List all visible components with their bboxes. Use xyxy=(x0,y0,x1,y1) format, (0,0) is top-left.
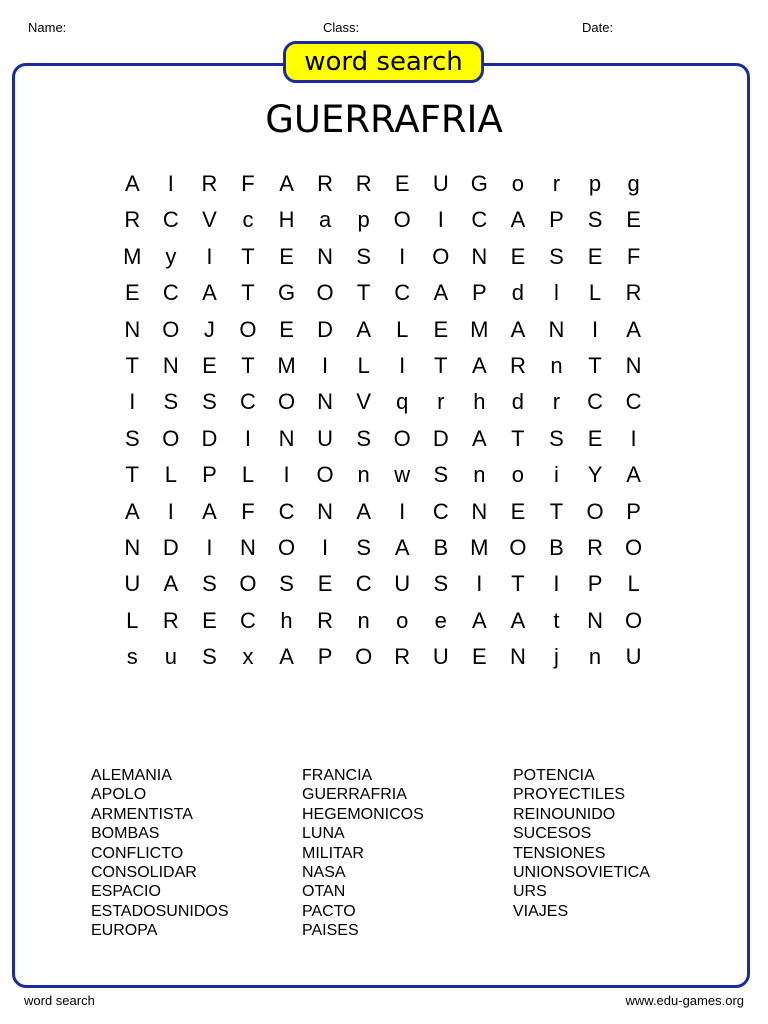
grid-letter[interactable]: S xyxy=(202,644,217,670)
grid-letter[interactable]: I xyxy=(399,352,406,378)
grid-letter[interactable]: E xyxy=(433,316,449,342)
grid-letter[interactable]: c xyxy=(242,207,254,233)
grid-letter[interactable]: I xyxy=(283,462,290,488)
grid-letter[interactable]: n xyxy=(473,462,486,488)
grid-letter[interactable]: T xyxy=(511,425,525,451)
grid-letter[interactable]: T xyxy=(588,352,602,378)
grid-letter[interactable]: L xyxy=(126,607,139,633)
grid-letter[interactable]: O xyxy=(625,534,643,560)
grid-letter[interactable]: D xyxy=(317,316,334,342)
grid-letter[interactable]: U xyxy=(625,644,642,670)
grid-letter[interactable]: L xyxy=(241,462,255,488)
grid-row xyxy=(113,202,653,238)
grid-letter[interactable]: F xyxy=(626,243,641,269)
grid-letter[interactable]: A xyxy=(510,316,526,342)
word-item: PROYECTILES xyxy=(513,786,626,804)
grid-letter[interactable]: A xyxy=(124,498,140,524)
grid-letter[interactable]: o xyxy=(511,171,525,196)
grid-letter[interactable]: U xyxy=(432,171,449,196)
word-item: VIAJES xyxy=(513,902,569,920)
grid-letter[interactable]: N xyxy=(278,425,295,451)
grid-letter[interactable]: I xyxy=(206,534,213,560)
grid-letter[interactable]: A xyxy=(163,571,179,597)
grid-letter[interactable]: T xyxy=(241,280,255,306)
grid-letter[interactable]: E xyxy=(394,171,410,196)
grid-letter[interactable]: S xyxy=(549,243,564,269)
footer-left-text: word search xyxy=(24,993,95,1008)
grid-letter[interactable]: C xyxy=(240,607,256,633)
grid-letter[interactable]: O xyxy=(277,389,296,415)
grid-letter[interactable]: O xyxy=(509,534,527,560)
grid-letter[interactable]: A xyxy=(472,425,487,451)
grid-letter[interactable]: y xyxy=(165,243,177,269)
word-list-column-1 xyxy=(91,766,229,941)
class-label: Class: xyxy=(323,20,360,35)
grid-row xyxy=(113,639,653,675)
grid-letter[interactable]: I xyxy=(553,571,560,597)
grid-letter[interactable]: O xyxy=(432,243,450,269)
grid-letter[interactable]: O xyxy=(393,425,411,451)
grid-letter[interactable]: F xyxy=(241,498,255,524)
word-item: EUROPA xyxy=(91,922,158,940)
grid-row xyxy=(113,348,653,384)
grid-letter[interactable]: R xyxy=(587,534,603,560)
grid-letter[interactable]: I xyxy=(437,207,444,233)
name-label: Name: xyxy=(28,20,67,35)
grid-row xyxy=(113,166,653,202)
grid-letter[interactable]: H xyxy=(278,207,295,233)
grid-letter[interactable]: A xyxy=(279,644,294,670)
grid-letter[interactable]: R xyxy=(317,607,334,633)
grid-letter[interactable]: E xyxy=(279,243,294,269)
grid-letter[interactable]: C xyxy=(587,389,603,415)
word-item: APOLO xyxy=(91,786,147,804)
grid-letter[interactable]: A xyxy=(279,171,294,196)
grid-letter[interactable]: C xyxy=(278,498,295,524)
grid-letter[interactable]: N xyxy=(548,316,565,342)
word-item: POTENCIA xyxy=(513,767,595,784)
grid-letter[interactable]: S xyxy=(433,571,449,597)
grid-letter[interactable]: A xyxy=(124,171,140,196)
grid-letter[interactable]: E xyxy=(510,243,526,269)
grid-letter[interactable]: q xyxy=(396,389,409,415)
grid-letter[interactable]: O xyxy=(239,571,257,597)
grid-letter[interactable]: O xyxy=(316,280,334,306)
grid-letter[interactable]: O xyxy=(239,316,257,342)
grid-letter[interactable]: x xyxy=(242,644,254,670)
grid-letter[interactable]: E xyxy=(317,571,333,597)
grid-letter[interactable]: N xyxy=(509,644,526,670)
word-list-column-3 xyxy=(513,766,650,921)
grid-letter[interactable]: l xyxy=(554,280,559,306)
grid-row xyxy=(113,494,653,530)
letter-grid xyxy=(113,166,653,675)
grid-letter[interactable]: O xyxy=(162,316,180,342)
grid-letter[interactable]: O xyxy=(162,425,180,451)
grid-letter[interactable]: T xyxy=(356,280,371,306)
grid-letter[interactable]: E xyxy=(587,243,603,269)
grid-letter[interactable]: G xyxy=(470,171,488,196)
grid-row xyxy=(113,603,653,639)
grid-letter[interactable]: T xyxy=(241,352,255,378)
grid-letter[interactable]: R xyxy=(201,171,218,196)
grid-letter[interactable]: R xyxy=(162,607,179,633)
grid-letter[interactable]: S xyxy=(356,425,371,451)
grid-letter[interactable]: N xyxy=(317,498,334,524)
grid-letter[interactable]: o xyxy=(396,607,409,633)
word-item: OTAN xyxy=(302,883,346,901)
grid-letter[interactable]: s xyxy=(126,644,138,670)
grid-letter[interactable]: R xyxy=(625,280,642,306)
grid-letter[interactable]: O xyxy=(625,607,643,633)
grid-row xyxy=(113,312,653,348)
grid-letter[interactable]: J xyxy=(203,316,215,342)
grid-letter[interactable]: t xyxy=(553,607,560,633)
grid-letter[interactable]: E xyxy=(472,644,487,670)
grid-letter[interactable]: S xyxy=(587,207,603,233)
grid-letter[interactable]: S xyxy=(433,462,449,488)
grid-letter[interactable]: I xyxy=(591,316,599,342)
grid-letter[interactable]: n xyxy=(550,352,563,378)
grid-letter[interactable]: I xyxy=(476,571,483,597)
grid-letter[interactable]: M xyxy=(470,316,489,342)
word-item: ESPACIO xyxy=(91,883,161,901)
word-list-column-2 xyxy=(302,766,424,941)
grid-letter[interactable]: N xyxy=(587,607,603,633)
grid-letter[interactable]: T xyxy=(241,243,255,269)
grid-letter[interactable]: C xyxy=(394,280,411,306)
grid-letter[interactable]: r xyxy=(437,389,445,415)
grid-letter[interactable]: h xyxy=(473,389,486,415)
grid-letter[interactable]: D xyxy=(432,425,449,451)
grid-letter[interactable]: A xyxy=(356,498,371,524)
grid-letter[interactable]: o xyxy=(511,462,525,488)
grid-letter[interactable]: D xyxy=(162,534,179,560)
grid-letter[interactable]: P xyxy=(472,280,487,306)
grid-row xyxy=(113,530,653,566)
grid-letter[interactable]: E xyxy=(587,425,603,451)
grid-letter[interactable]: D xyxy=(201,425,218,451)
word-item: ESTADOSUNIDOS xyxy=(91,902,229,920)
grid-letter[interactable]: d xyxy=(511,389,525,415)
grid-letter[interactable]: U xyxy=(394,571,411,597)
word-item: UNIONSOVIETICA xyxy=(513,864,650,882)
grid-letter[interactable]: I xyxy=(167,498,174,524)
grid-letter[interactable]: S xyxy=(124,425,140,451)
grid-letter[interactable]: r xyxy=(552,389,561,415)
word-item: NASA xyxy=(302,864,346,882)
grid-letter[interactable]: A xyxy=(626,316,641,342)
grid-letter[interactable]: M xyxy=(123,243,142,269)
word-item: PAISES xyxy=(302,922,359,940)
grid-letter[interactable]: G xyxy=(277,280,296,306)
grid-letter[interactable]: A xyxy=(626,462,641,488)
grid-letter[interactable]: I xyxy=(206,243,213,269)
grid-row xyxy=(113,275,653,311)
grid-letter[interactable]: I xyxy=(129,389,136,415)
puzzle-title: GUERRAFRIA xyxy=(265,98,503,141)
grid-letter[interactable]: d xyxy=(511,280,525,306)
grid-letter[interactable]: E xyxy=(626,207,641,233)
grid-letter[interactable]: R xyxy=(394,644,411,670)
grid-letter[interactable]: O xyxy=(277,534,296,560)
grid-row xyxy=(113,566,653,602)
grid-letter[interactable]: C xyxy=(240,389,256,415)
grid-letter[interactable]: O xyxy=(355,644,373,670)
grid-letter[interactable]: P xyxy=(626,498,641,524)
grid-letter[interactable]: P xyxy=(317,644,333,670)
grid-letter[interactable]: E xyxy=(202,607,217,633)
word-item: TENSIONES xyxy=(513,844,606,862)
grid-letter[interactable]: L xyxy=(396,316,409,342)
grid-row xyxy=(113,239,653,275)
grid-letter[interactable]: E xyxy=(279,316,294,342)
grid-letter[interactable]: E xyxy=(202,352,217,378)
grid-letter[interactable]: U xyxy=(432,644,449,670)
grid-letter[interactable]: S xyxy=(356,534,371,560)
grid-letter[interactable]: R xyxy=(509,352,526,378)
grid-letter[interactable]: r xyxy=(552,171,561,196)
grid-letter[interactable]: U xyxy=(317,425,334,451)
grid-letter[interactable]: A xyxy=(394,534,410,560)
grid-letter[interactable]: L xyxy=(357,352,370,378)
grid-letter[interactable]: N xyxy=(162,352,179,378)
grid-letter[interactable]: U xyxy=(124,571,141,597)
grid-letter[interactable]: N xyxy=(124,316,141,342)
grid-letter[interactable]: C xyxy=(162,280,179,306)
grid-letter[interactable]: F xyxy=(241,171,255,196)
word-item: CONFLICTO xyxy=(91,844,184,862)
grid-letter[interactable]: C xyxy=(471,207,488,233)
grid-letter[interactable]: N xyxy=(240,534,256,560)
grid-letter[interactable]: N xyxy=(471,243,488,269)
grid-letter[interactable]: M xyxy=(470,534,489,560)
grid-letter[interactable]: I xyxy=(167,171,174,196)
word-item: CONSOLIDAR xyxy=(91,864,197,882)
grid-letter[interactable]: T xyxy=(125,462,139,488)
grid-letter[interactable]: B xyxy=(433,534,449,560)
word-item: HEGEMONICOS xyxy=(302,805,424,823)
grid-letter[interactable]: e xyxy=(434,607,447,633)
grid-letter[interactable]: E xyxy=(124,280,140,306)
grid-letter[interactable]: S xyxy=(549,425,564,451)
word-search-badge: word search xyxy=(283,41,484,83)
grid-row xyxy=(113,421,653,457)
word-item: SUCESOS xyxy=(513,825,592,843)
grid-letter[interactable]: P xyxy=(587,571,603,597)
word-item: PACTO xyxy=(302,902,356,920)
grid-letter[interactable]: C xyxy=(432,498,449,524)
word-item: FRANCIA xyxy=(302,767,373,784)
grid-letter[interactable]: A xyxy=(472,352,487,378)
grid-letter[interactable]: n xyxy=(357,462,370,488)
grid-letter[interactable]: n xyxy=(357,607,370,633)
footer-website: www.edu-games.org xyxy=(625,993,744,1008)
grid-letter[interactable]: I xyxy=(322,534,329,560)
grid-letter[interactable]: N xyxy=(124,534,141,560)
grid-letter[interactable]: N xyxy=(471,498,488,524)
grid-letter[interactable]: S xyxy=(356,243,371,269)
grid-letter[interactable]: O xyxy=(586,498,604,524)
grid-letter[interactable]: L xyxy=(588,280,602,306)
grid-letter[interactable]: A xyxy=(433,280,449,306)
grid-row xyxy=(113,457,653,493)
grid-letter[interactable]: R xyxy=(355,171,372,196)
grid-letter[interactable]: T xyxy=(125,352,139,378)
grid-letter[interactable]: O xyxy=(316,462,334,488)
word-item: REINOUNIDO xyxy=(513,805,616,823)
grid-letter[interactable]: S xyxy=(163,389,179,415)
date-label: Date: xyxy=(582,20,614,35)
grid-letter[interactable]: w xyxy=(394,462,411,488)
grid-letter[interactable]: N xyxy=(317,243,334,269)
grid-letter[interactable]: h xyxy=(280,607,293,633)
grid-letter[interactable]: A xyxy=(356,316,371,342)
word-item: ALEMANIA xyxy=(91,767,172,784)
grid-letter[interactable]: i xyxy=(554,462,559,488)
grid-letter[interactable]: M xyxy=(277,352,296,378)
grid-row xyxy=(113,384,653,420)
grid-letter[interactable]: S xyxy=(202,389,217,415)
grid-letter[interactable]: O xyxy=(393,207,411,233)
grid-letter[interactable]: A xyxy=(510,207,526,233)
grid-letter[interactable]: A xyxy=(510,607,526,633)
grid-letter[interactable]: V xyxy=(356,389,371,415)
grid-letter[interactable]: I xyxy=(399,243,406,269)
grid-letter[interactable]: S xyxy=(202,571,217,597)
grid-letter[interactable]: a xyxy=(318,207,332,233)
word-item: URS xyxy=(513,883,547,901)
grid-letter[interactable]: n xyxy=(588,644,602,670)
grid-letter[interactable]: R xyxy=(317,171,334,196)
grid-letter[interactable]: T xyxy=(511,571,525,597)
grid-letter[interactable]: B xyxy=(549,534,564,560)
word-item: GUERRAFRIA xyxy=(302,786,407,804)
grid-letter[interactable]: P xyxy=(202,462,217,488)
grid-letter[interactable]: N xyxy=(317,389,334,415)
grid-letter[interactable]: S xyxy=(279,571,294,597)
grid-letter[interactable]: I xyxy=(244,425,252,451)
grid-letter[interactable]: L xyxy=(164,462,177,488)
grid-letter[interactable]: T xyxy=(434,352,448,378)
grid-letter[interactable]: L xyxy=(627,571,640,597)
word-item: MILITAR xyxy=(302,844,364,862)
grid-letter[interactable]: A xyxy=(472,607,487,633)
grid-letter[interactable]: A xyxy=(202,280,217,306)
grid-letter[interactable]: I xyxy=(322,352,329,378)
grid-letter[interactable]: E xyxy=(510,498,526,524)
grid-letter[interactable]: N xyxy=(625,352,642,378)
grid-letter[interactable]: V xyxy=(202,207,217,233)
word-item: BOMBAS xyxy=(91,825,160,843)
word-item: ARMENTISTA xyxy=(91,805,193,823)
grid-letter[interactable]: I xyxy=(630,425,637,451)
grid-letter[interactable]: C xyxy=(625,389,642,415)
grid-letter[interactable]: C xyxy=(355,571,372,597)
grid-letter[interactable]: I xyxy=(399,498,406,524)
grid-letter[interactable]: A xyxy=(202,498,217,524)
grid-letter[interactable]: P xyxy=(549,207,564,233)
grid-letter[interactable]: C xyxy=(162,207,179,233)
grid-letter[interactable]: T xyxy=(549,498,564,524)
grid-letter[interactable]: u xyxy=(164,644,177,670)
grid-letter[interactable]: p xyxy=(588,171,602,196)
grid-letter[interactable]: g xyxy=(627,171,640,196)
grid-letter[interactable]: Y xyxy=(587,462,603,488)
grid-letter[interactable]: p xyxy=(357,207,370,233)
word-item: LUNA xyxy=(302,825,345,843)
grid-letter[interactable]: j xyxy=(554,644,559,670)
grid-letter[interactable]: R xyxy=(124,207,141,233)
